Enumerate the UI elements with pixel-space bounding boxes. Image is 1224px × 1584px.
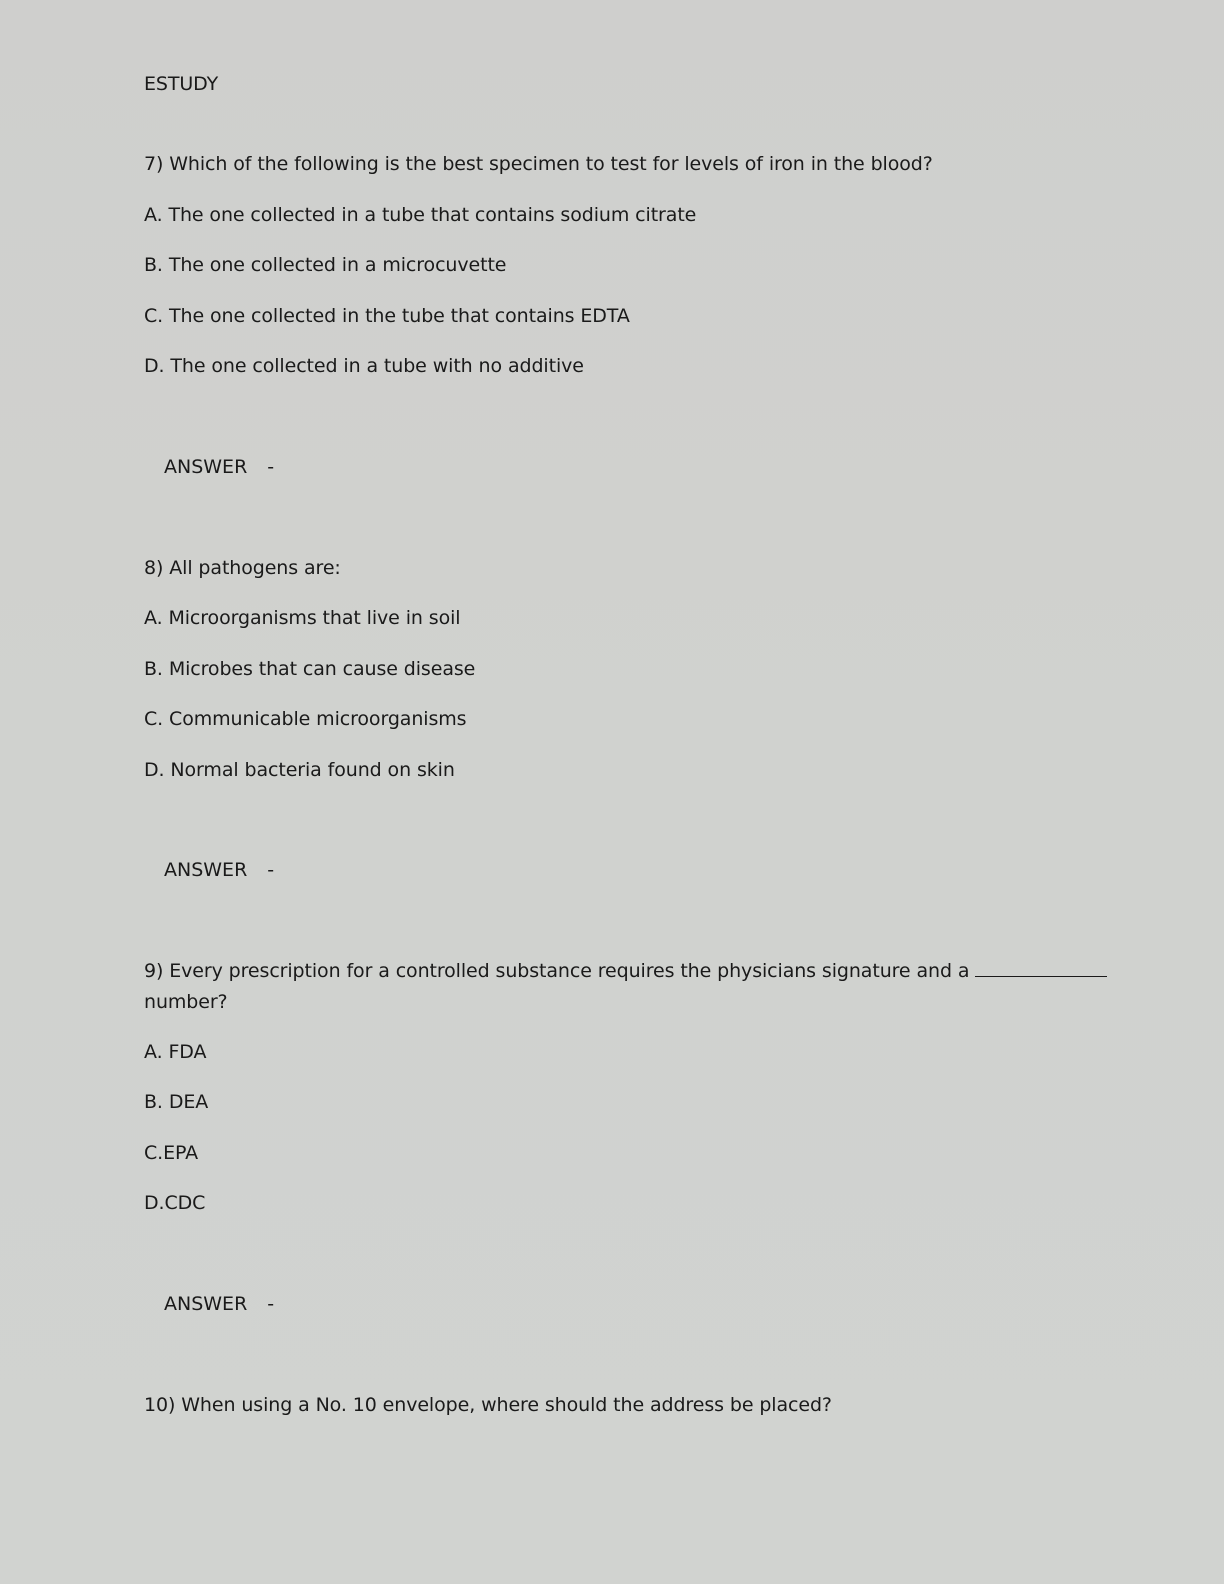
answer-label: ANSWER: [164, 456, 248, 478]
document-header: ESTUDY: [144, 73, 219, 95]
answer-label: ANSWER: [164, 1293, 248, 1315]
question-7-option-c: C. The one collected in the tube that contains EDTA: [144, 305, 630, 327]
question-7-option-b: B. The one collected in a microcuvette: [144, 254, 507, 276]
fill-in-blank: [975, 960, 1107, 977]
answer-separator: -: [267, 456, 275, 478]
question-9-option-a: A. FDA: [144, 1041, 207, 1063]
question-8-stem: 8) All pathogens are:: [144, 557, 341, 579]
question-7-stem: 7) Which of the following is the best specimen to test for levels of iron in the blood?: [144, 153, 933, 175]
question-8-option-d: D. Normal bacteria found on skin: [144, 759, 455, 781]
answer-separator: -: [267, 1293, 275, 1315]
question-9-answer: [164, 1292, 274, 1316]
question-10-stem: 10) When using a No. 10 envelope, where should the address be placed?: [144, 1394, 832, 1416]
question-9-stem-continued: number?: [144, 991, 228, 1013]
question-8-option-a: A. Microorganisms that live in soil: [144, 607, 461, 629]
question-8-answer: [164, 858, 274, 882]
question-8-option-c: C. Communicable microorganisms: [144, 708, 467, 730]
question-7-option-a: A. The one collected in a tube that contains sodium citrate: [144, 204, 697, 226]
question-8-option-b: B. Microbes that can cause disease: [144, 658, 476, 680]
question-7-option-d: D. The one collected in a tube with no additive: [144, 355, 584, 377]
question-7-answer: [164, 455, 274, 479]
question-9-option-b: B. DEA: [144, 1091, 209, 1113]
question-9-option-d: D.CDC: [144, 1192, 206, 1214]
answer-separator: -: [267, 859, 275, 881]
question-9-stem: [144, 959, 1107, 983]
question-9-stem-text: 9) Every prescription for a controlled substance requires the physicians signature and a: [144, 960, 970, 982]
answer-label: ANSWER: [164, 859, 248, 881]
question-9-option-c: C.EPA: [144, 1142, 199, 1164]
